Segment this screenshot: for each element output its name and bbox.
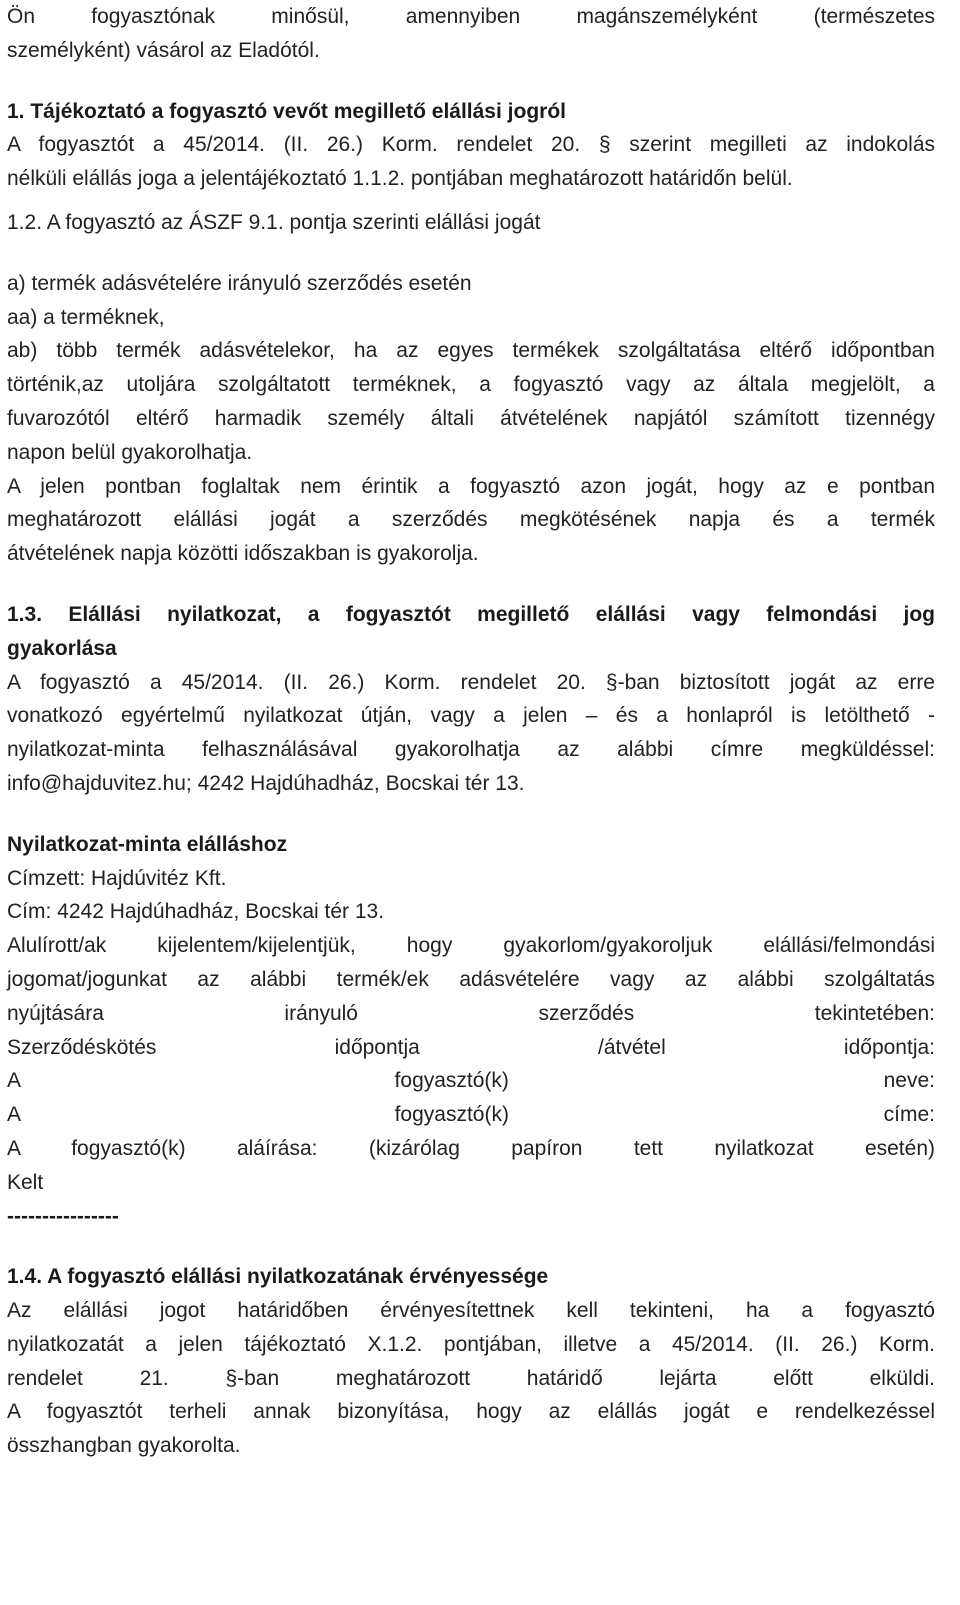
section-1-2-item-ab-line-3: fuvarozótól eltérő harmadik személy általi átvételének napjától számított tizennégy bbox=[7, 406, 935, 430]
form-date-field: Kelt bbox=[7, 1170, 44, 1194]
section-1-3-line-2: vonatkozó egyértelmű nyilatkozat útján, vagy a jelen – és a honlapról is letölthető - bbox=[7, 704, 935, 728]
spacer bbox=[7, 68, 935, 95]
form-declaration-line-1: Alulírott/ak kijelentem/kijelentjük, hogy gyakorlom/gyakoroljuk elállási/felmondási bbox=[7, 934, 935, 958]
section-1-heading: 1. Tájékoztató a fogyasztó vevőt megillető elállási jogról bbox=[7, 99, 566, 123]
section-1-2-paragraph-line-3: átvételének napja közötti időszakban is gyakorolja. bbox=[7, 542, 479, 566]
form-dashes: ---------------- bbox=[7, 1204, 119, 1228]
section-1-2-item-aa: aa) a terméknek, bbox=[7, 305, 165, 329]
section-1-2-item-ab-line-1: ab) több termék adásvételekor, ha az egyes termékek szolgáltatása eltérő időpontban bbox=[7, 339, 935, 363]
section-1-3-heading-line-1: 1.3. Elállási nyilatkozat, a fogyasztót megillető elállási vagy felmondási jog bbox=[7, 602, 935, 626]
section-1-line-1: A fogyasztót a 45/2014. (II. 26.) Korm. rendelet 20. § szerint megilleti az indokolás bbox=[7, 133, 935, 157]
form-declaration-line-2: jogomat/jogunkat az alábbi termék/ek adásvételére vagy az alábbi szolgáltatás bbox=[7, 967, 935, 991]
form-signature-field: A fogyasztó(k) aláírása: (kizárólag papíron tett nyilatkozat esetén) bbox=[7, 1136, 935, 1160]
form-consumer-name-field: A fogyasztó(k) neve: bbox=[7, 1069, 935, 1093]
spacer bbox=[7, 801, 935, 828]
form-address: Cím: 4242 Hajdúhadház, Bocskai tér 13. bbox=[7, 900, 385, 924]
spacer bbox=[7, 240, 935, 267]
form-contract-date-field: Szerződéskötés időpontja /átvétel időpontja: bbox=[7, 1035, 935, 1059]
spacer bbox=[7, 571, 935, 598]
section-1-2-item-ab-line-4: napon belül gyakorolhatja. bbox=[7, 440, 253, 464]
section-1-3-line-4: info@hajduvitez.hu; 4242 Hajdúhadház, Bocskai tér 13. bbox=[7, 771, 525, 795]
section-1-4-line-1: Az elállási jogot határidőben érvényesítettnek kell tekinteni, ha a fogyasztó bbox=[7, 1299, 935, 1323]
section-1-2-item-a: a) termék adásvételére irányuló szerződés esetén bbox=[7, 271, 472, 295]
section-1-4-line-3: rendelet 21. §-ban meghatározott határidő lejárta előtt elküldi. bbox=[7, 1366, 935, 1390]
section-1-2-item-ab-line-2: történik,az utoljára szolgáltatott terméknek, a fogyasztó vagy az általa megjelölt, a bbox=[7, 373, 935, 397]
section-1-4-heading: 1.4. A fogyasztó elállási nyilatkozatának érvényessége bbox=[7, 1265, 549, 1289]
section-1-2-paragraph-line-1: A jelen pontban foglaltak nem érintik a fogyasztó azon jogát, hogy az e pontban bbox=[7, 474, 935, 498]
section-1-3-line-3: nyilatkozat-minta felhasználásával gyakorolhatja az alábbi címre megküldéssel: bbox=[7, 738, 935, 762]
section-1-4-line-4: A fogyasztót terheli annak bizonyítása, hogy az elállás jogát e rendelkezéssel bbox=[7, 1400, 935, 1424]
document-page bbox=[7, 0, 935, 1463]
section-1-3-line-1: A fogyasztó a 45/2014. (II. 26.) Korm. rendelet 20. §-ban biztosított jogát az erre bbox=[7, 670, 935, 694]
intro-line-2: személyként) vásárol az Eladótól. bbox=[7, 38, 320, 62]
section-1-3-heading-line-2: gyakorlása bbox=[7, 636, 117, 660]
form-consumer-address-field: A fogyasztó(k) címe: bbox=[7, 1103, 935, 1127]
intro-line-1: Ön fogyasztónak minősül, amennyiben magánszemélyként (természetes bbox=[7, 5, 935, 28]
section-1-2-heading: 1.2. A fogyasztó az ÁSZF 9.1. pontja szerinti elállási jogát bbox=[7, 210, 541, 234]
section-1-line-2: nélküli elállás joga a jelentájékoztató 1.1.2. pontjában meghatározott határidőn belül. bbox=[7, 167, 793, 191]
form-declaration-line-3: nyújtására irányuló szerződés tekintetében: bbox=[7, 1001, 935, 1025]
section-1-2-paragraph-line-2: meghatározott elállási jogát a szerződés megkötésének napja és a termék bbox=[7, 508, 935, 532]
section-1-4-line-2: nyilatkozatát a jelen tájékoztató X.1.2. pontjában, illetve a 45/2014. (II. 26.) Korm. bbox=[7, 1332, 935, 1356]
form-recipient: Címzett: Hajdúvitéz Kft. bbox=[7, 866, 227, 890]
spacer bbox=[7, 1233, 935, 1260]
form-heading: Nyilatkozat-minta elálláshoz bbox=[7, 832, 288, 856]
spacer bbox=[7, 196, 935, 206]
section-1-4-line-5: összhangban gyakorolta. bbox=[7, 1434, 241, 1458]
